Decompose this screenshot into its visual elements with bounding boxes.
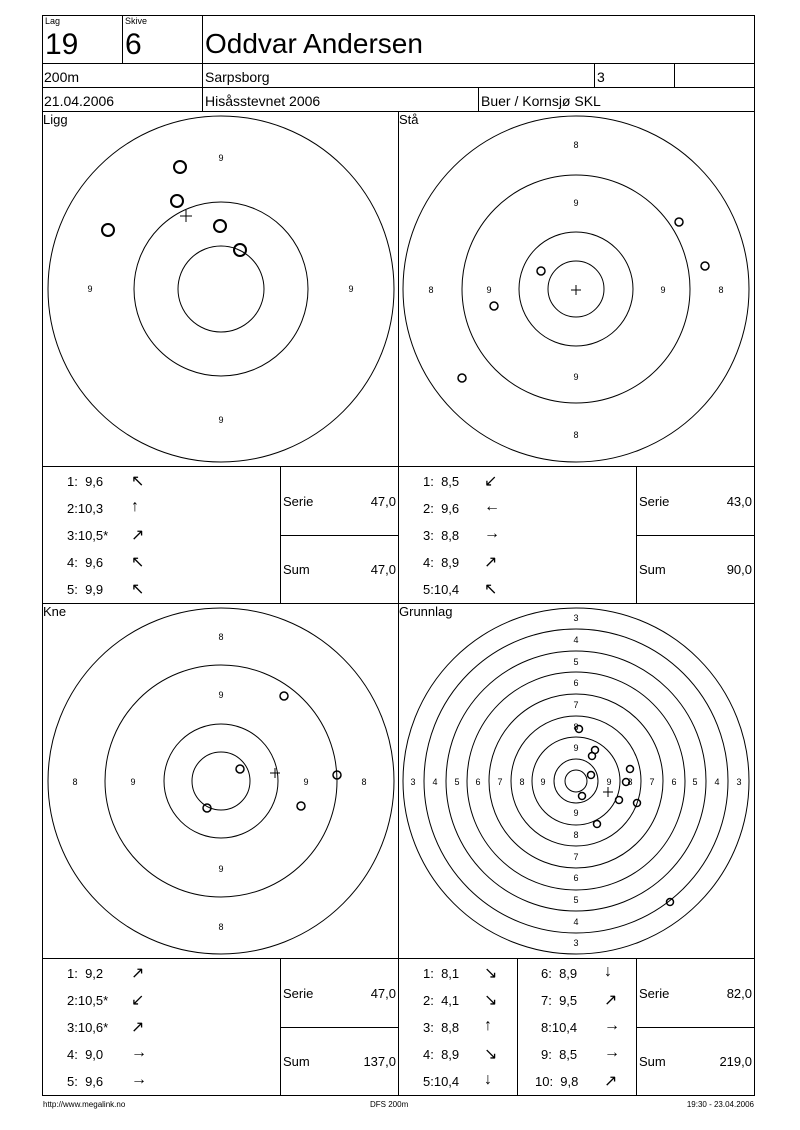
shot-row [67,527,177,554]
shot-score: 4: 8,9 [423,555,460,570]
ring-label: 4 [573,635,579,645]
sum-label: Sum [283,1054,310,1069]
target-ligg [48,116,394,462]
shot-score: 2:10,3 [67,501,104,516]
shot-score: 10: 9,8 [535,1074,579,1089]
lag-label: Lag [45,16,61,26]
ring-label: 9 [606,777,612,787]
ring-label: 9 [540,777,546,787]
direction-arrow-icon: ↗ [131,965,145,982]
direction-arrow-icon: ↗ [131,527,145,544]
shooter-name: Oddvar Andersen [205,28,423,59]
event: Hisåsstevnet 2006 [205,93,321,109]
ring-label: 8 [428,285,434,295]
shot-score: 4: 8,9 [423,1047,460,1062]
ring-label: 8 [218,922,224,932]
shot-hole [102,224,114,236]
shot-row [67,1019,177,1046]
direction-arrow-icon: ↗ [484,554,498,571]
ring-label: 3 [573,613,579,623]
ring-label: 9 [218,153,224,163]
shot-score: 1: 9,2 [67,966,104,981]
shot-hole [589,753,596,760]
direction-arrow-icon: ↙ [131,992,145,1009]
shot-score: 2:10,5* [67,993,109,1008]
shot-row [423,500,533,527]
direction-arrow-icon: ↓ [604,963,612,980]
ring-label: 7 [573,700,579,710]
ring-label: 9 [660,285,666,295]
shot-hole [579,793,586,800]
shot-score: 3:10,5* [67,528,109,543]
shot-hole [675,218,683,226]
shot-row [423,965,515,992]
shot-score: 4: 9,0 [67,1047,104,1062]
shot-score: 6: 8,9 [541,966,578,981]
ring-label: 3 [736,777,742,787]
shot-list-sta [423,473,533,608]
class: 3 [597,69,605,85]
target-title-grunnlag: Grunnlag [399,604,453,619]
shot-row [535,1073,633,1100]
shot-score: 4: 9,6 [67,555,104,570]
center-mark [571,285,581,295]
shot-list-ligg [67,473,177,608]
shot-row [541,1019,633,1046]
shot-hole [627,766,634,773]
shot-row [541,1046,633,1073]
shot-score: 1: 9,6 [67,474,104,489]
sum-label: Sum [283,562,310,577]
ring-label: 8 [718,285,724,295]
direction-arrow-icon: ↑ [484,1017,492,1034]
ring-label: 8 [573,722,579,732]
ring-label: 6 [475,777,481,787]
direction-arrow-icon: ↖ [484,581,498,598]
footer-center: DFS 200m [370,1100,409,1109]
shot-hole [458,374,466,382]
direction-arrow-icon: ↖ [131,554,145,571]
shot-row [541,992,633,1019]
shot-score: 1: 8,1 [423,966,460,981]
shot-row [67,500,177,527]
direction-arrow-icon: ↘ [484,1046,498,1063]
shot-score: 3: 8,8 [423,1020,460,1035]
shot-row [423,554,533,581]
direction-arrow-icon: → [604,1017,620,1034]
ring-label: 9 [573,198,579,208]
ring-label: 6 [573,678,579,688]
shot-hole [297,802,305,810]
skive-value: 6 [125,28,142,61]
shot-list-kne [67,965,177,1100]
target-title-sta: Stå [399,112,419,127]
shot-row [67,1073,177,1100]
ring-label: 5 [573,895,579,905]
serie-label: Serie [639,986,670,1001]
ring-label: 4 [714,777,720,787]
ring-label: 6 [671,777,677,787]
direction-arrow-icon: ↗ [604,1073,618,1090]
ring-label: 8 [72,777,78,787]
shot-score: 5:10,4 [423,582,460,597]
shot-hole [537,267,545,275]
ring-label: 8 [573,430,579,440]
ring-label: 5 [454,777,460,787]
ring-label: 9 [573,372,579,382]
serie-value: 82,0 [726,986,752,1001]
ring-label: 8 [573,140,579,150]
direction-arrow-icon: ↗ [604,992,618,1009]
shot-row [67,965,177,992]
ring-label: 7 [649,777,655,787]
direction-arrow-icon: ↑ [131,498,139,515]
serie-value: 47,0 [370,986,396,1001]
serie-value: 47,0 [370,494,396,509]
direction-arrow-icon: ↘ [484,992,498,1009]
direction-arrow-icon: ↖ [131,473,145,490]
ring-label: 5 [573,657,579,667]
center-mark [603,787,613,797]
ring-label: 9 [303,777,309,787]
shot-row [67,1046,177,1073]
ring-label: 8 [627,777,633,787]
shot-row [423,1019,515,1046]
direction-arrow-icon: → [131,1044,147,1061]
target-kne [48,608,394,954]
direction-arrow-icon: → [131,1071,147,1088]
shot-score: 2: 4,1 [423,993,460,1008]
ring-label: 9 [486,285,492,295]
shot-score: 7: 9,5 [541,993,578,1008]
target-title-kne: Kne [43,604,67,619]
ring-label: 4 [432,777,438,787]
shot-row [423,473,533,500]
shot-hole [588,772,595,779]
shot-row [423,1073,515,1100]
shot-list-grunnlag-left [423,965,515,1100]
direction-arrow-icon: ↙ [484,473,498,490]
ring-label: 3 [410,777,416,787]
skive-label: Skive [125,16,148,26]
direction-arrow-icon: → [484,525,500,542]
ring-label: 9 [87,284,93,294]
place: Sarpsborg [205,69,270,85]
ring-label: 9 [218,690,224,700]
date: 21.04.2006 [44,93,115,109]
serie-value: 43,0 [726,494,752,509]
sum-label: Sum [639,562,666,577]
shot-row [423,581,533,608]
ring-label: 9 [218,415,224,425]
shot-hole [236,765,244,773]
target-title-ligg: Ligg [43,112,68,127]
distance: 200m [44,69,80,85]
ring-label: 9 [573,808,579,818]
direction-arrow-icon: ↖ [131,581,145,598]
ring-label: 9 [348,284,354,294]
sum-value: 137,0 [363,1054,396,1069]
shot-row [67,554,177,581]
serie-label: Serie [283,494,314,509]
shot-hole [616,797,623,804]
shot-row [67,581,177,608]
shot-score: 2: 9,6 [423,501,460,516]
shot-score: 9: 8,5 [541,1047,578,1062]
direction-arrow-icon: ← [484,498,500,515]
shot-hole [701,262,709,270]
shot-list-grunnlag-right [535,963,633,1100]
ring-label: 7 [573,852,579,862]
ring-label: 8 [519,777,525,787]
shot-hole [174,161,186,173]
ring-label: 3 [573,938,579,948]
center-mark [270,768,280,778]
ring-label: 4 [573,917,579,927]
shot-row [67,992,177,1019]
club: Buer / Kornsjø SKL [481,93,601,109]
shot-row [541,965,633,992]
shot-row [67,473,177,500]
footer-timestamp: 19:30 - 23.04.2006 [686,1100,754,1109]
shot-score: 5:10,4 [423,1074,460,1089]
shot-row [423,527,533,554]
serie-label: Serie [283,986,314,1001]
target-sta [403,116,749,462]
ring-label: 8 [361,777,367,787]
sum-label: Sum [639,1054,666,1069]
ring-label: 8 [218,632,224,642]
serie-label: Serie [639,494,670,509]
ring-label: 9 [573,743,579,753]
direction-arrow-icon: → [604,1044,620,1061]
sum-value: 47,0 [370,562,396,577]
shot-score: 3:10,6* [67,1020,109,1035]
shot-score: 1: 8,5 [423,474,460,489]
shot-score: 3: 8,8 [423,528,460,543]
sum-value: 90,0 [726,562,752,577]
ring-label: 9 [218,864,224,874]
shot-score: 8:10,4 [541,1020,578,1035]
ring-label: 8 [573,830,579,840]
shot-hole [490,302,498,310]
ring-label: 9 [130,777,136,787]
target-grunnlag [403,608,749,954]
footer-link[interactable]: http://www.megalink.no [43,1100,126,1109]
shot-score: 5: 9,9 [67,582,104,597]
ring-label: 6 [573,873,579,883]
shot-hole [280,692,288,700]
ring-label: 5 [692,777,698,787]
shot-score: 5: 9,6 [67,1074,104,1089]
direction-arrow-icon: ↓ [484,1071,492,1088]
direction-arrow-icon: ↗ [131,1019,145,1036]
shot-hole [171,195,183,207]
ring-label: 7 [497,777,503,787]
shot-hole [214,220,226,232]
lag-value: 19 [45,28,79,61]
shot-row [423,992,515,1019]
direction-arrow-icon: ↘ [484,965,498,982]
sum-value: 219,0 [719,1054,752,1069]
shot-hole [594,821,601,828]
shot-row [423,1046,515,1073]
